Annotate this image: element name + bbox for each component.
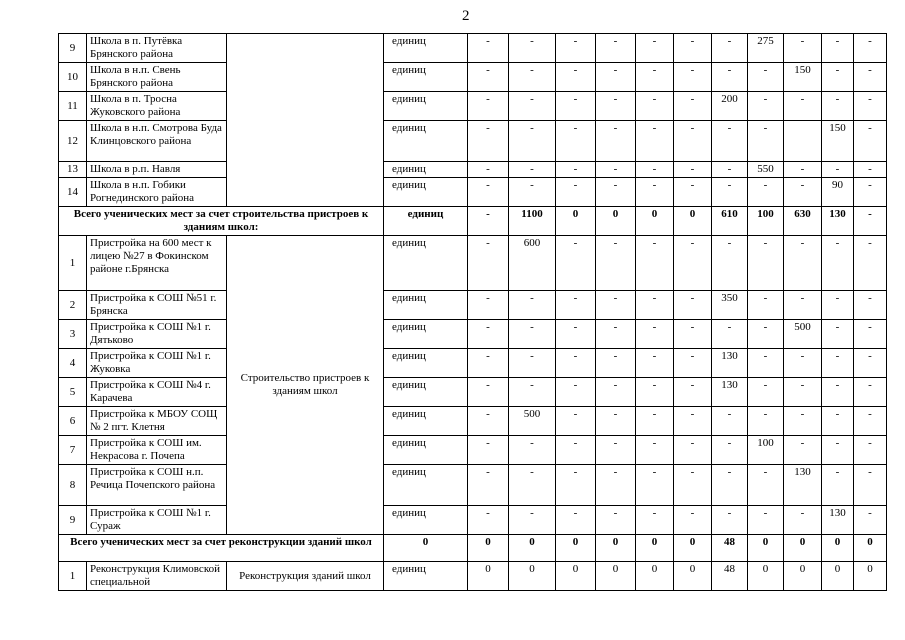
total-unit: 0	[384, 535, 468, 562]
value-cell: -	[636, 465, 674, 506]
value-cell: -	[468, 506, 509, 535]
row-number: 2	[59, 291, 87, 320]
value-cell: -	[674, 92, 712, 121]
value-cell: -	[854, 506, 887, 535]
value-cell: -	[674, 407, 712, 436]
value-cell: -	[784, 162, 822, 178]
value-cell: -	[784, 178, 822, 207]
row-number: 12	[59, 121, 87, 162]
value-cell: -	[509, 465, 556, 506]
value-cell: -	[854, 236, 887, 291]
value-cell: -	[468, 236, 509, 291]
total-value-cell: 0	[636, 207, 674, 236]
value-cell: -	[822, 291, 854, 320]
unit-cell: единиц	[384, 320, 468, 349]
value-cell: -	[854, 349, 887, 378]
row-number: 1	[59, 236, 87, 291]
value-cell: 150	[822, 121, 854, 162]
value-cell: -	[748, 465, 784, 506]
unit-cell: единиц	[384, 506, 468, 535]
total-row	[59, 207, 887, 236]
value-cell: 600	[509, 236, 556, 291]
value-cell: -	[636, 407, 674, 436]
value-cell: -	[636, 349, 674, 378]
value-cell: -	[854, 320, 887, 349]
value-cell: -	[636, 506, 674, 535]
object-name: Школа в н.п. Гобики Рогнединского района	[87, 178, 227, 207]
value-cell: -	[674, 121, 712, 162]
value-cell: -	[712, 63, 748, 92]
total-value-cell: 0	[674, 535, 712, 562]
unit-cell: единиц	[384, 34, 468, 63]
value-cell: -	[712, 320, 748, 349]
value-cell: -	[854, 407, 887, 436]
value-cell: 0	[674, 562, 712, 591]
total-value-cell: 0	[509, 535, 556, 562]
total-value-cell: 0	[636, 535, 674, 562]
value-cell: -	[509, 162, 556, 178]
value-cell: -	[854, 34, 887, 63]
value-cell: -	[596, 465, 636, 506]
object-name: Пристройка к МБОУ СОЩ № 2 пгт. Клетня	[87, 407, 227, 436]
total-value-cell: 0	[596, 207, 636, 236]
row-number: 8	[59, 465, 87, 506]
object-name: Пристройка к СОШ №51 г. Брянска	[87, 291, 227, 320]
value-cell: -	[509, 92, 556, 121]
value-cell: 0	[822, 562, 854, 591]
unit-cell: единиц	[384, 92, 468, 121]
value-cell: -	[748, 121, 784, 162]
value-cell: -	[784, 291, 822, 320]
row-number: 9	[59, 506, 87, 535]
value-cell: -	[596, 506, 636, 535]
value-cell: -	[468, 436, 509, 465]
value-cell: -	[556, 34, 596, 63]
object-name: Школа в п. Путёвка Брянского района	[87, 34, 227, 63]
value-cell: -	[556, 63, 596, 92]
value-cell: -	[854, 121, 887, 162]
value-cell: -	[822, 407, 854, 436]
table-row	[59, 236, 887, 291]
value-cell: -	[468, 378, 509, 407]
value-cell: -	[636, 34, 674, 63]
table-row	[59, 320, 887, 349]
value-cell: -	[636, 92, 674, 121]
value-cell: -	[468, 92, 509, 121]
table-row	[59, 562, 887, 591]
value-cell: -	[509, 349, 556, 378]
value-cell: -	[636, 291, 674, 320]
value-cell: -	[636, 236, 674, 291]
value-cell: 500	[509, 407, 556, 436]
unit-cell: единиц	[384, 562, 468, 591]
unit-cell: единиц	[384, 465, 468, 506]
value-cell: -	[784, 236, 822, 291]
table-row	[59, 291, 887, 320]
total-value-cell: 0	[468, 535, 509, 562]
object-name: Пристройка к СОШ №4 г. Карачева	[87, 378, 227, 407]
object-name: Пристройка на 600 мест к лицею №27 в Фокинском районе г.Брянска	[87, 236, 227, 291]
total-value-cell: 630	[784, 207, 822, 236]
value-cell: -	[822, 162, 854, 178]
value-cell: -	[674, 506, 712, 535]
total-label: Всего ученических мест за счет реконструкции зданий школ	[59, 535, 384, 562]
value-cell: -	[748, 506, 784, 535]
value-cell: -	[748, 63, 784, 92]
row-number: 3	[59, 320, 87, 349]
value-cell: -	[596, 34, 636, 63]
unit-cell: единиц	[384, 436, 468, 465]
value-cell: -	[854, 162, 887, 178]
value-cell: 90	[822, 178, 854, 207]
value-cell: -	[822, 378, 854, 407]
group-label: Строительство пристроев к зданиям школ	[227, 236, 384, 535]
value-cell: -	[509, 63, 556, 92]
value-cell: -	[596, 349, 636, 378]
table-row	[59, 349, 887, 378]
value-cell: -	[674, 378, 712, 407]
value-cell: 0	[748, 562, 784, 591]
value-cell: -	[468, 34, 509, 63]
value-cell: -	[556, 506, 596, 535]
row-number: 11	[59, 92, 87, 121]
total-value-cell: 0	[822, 535, 854, 562]
value-cell: -	[854, 92, 887, 121]
total-value-cell: 0	[784, 535, 822, 562]
unit-cell: единиц	[384, 378, 468, 407]
value-cell: -	[509, 378, 556, 407]
value-cell: -	[784, 34, 822, 63]
value-cell: -	[674, 291, 712, 320]
value-cell: 0	[556, 562, 596, 591]
value-cell: 0	[636, 562, 674, 591]
value-cell: -	[822, 92, 854, 121]
total-value-cell: 0	[596, 535, 636, 562]
object-name: Пристройка к СОШ №1 г. Дятьково	[87, 320, 227, 349]
value-cell: -	[596, 378, 636, 407]
table-row	[59, 34, 887, 63]
value-cell: -	[636, 162, 674, 178]
value-cell: -	[784, 506, 822, 535]
value-cell: -	[636, 436, 674, 465]
value-cell: -	[784, 349, 822, 378]
value-cell: -	[468, 291, 509, 320]
object-name: Школа в р.п. Навля	[87, 162, 227, 178]
data-table	[58, 33, 887, 591]
value-cell: 0	[509, 562, 556, 591]
table-row	[59, 506, 887, 535]
value-cell	[784, 121, 822, 162]
value-cell: -	[556, 320, 596, 349]
value-cell: -	[784, 92, 822, 121]
value-cell: -	[556, 465, 596, 506]
value-cell: -	[556, 291, 596, 320]
value-cell: -	[822, 436, 854, 465]
value-cell: -	[468, 121, 509, 162]
value-cell: -	[712, 465, 748, 506]
page-number: 2	[462, 8, 470, 24]
value-cell: 275	[748, 34, 784, 63]
value-cell: -	[674, 320, 712, 349]
value-cell: -	[674, 236, 712, 291]
total-label: Всего ученических мест за счет строительства пристроев к зданиям школ:	[59, 207, 384, 236]
value-cell: -	[556, 92, 596, 121]
value-cell: -	[854, 63, 887, 92]
value-cell: 0	[784, 562, 822, 591]
value-cell: 130	[784, 465, 822, 506]
total-value-cell: 1100	[509, 207, 556, 236]
value-cell: -	[468, 407, 509, 436]
value-cell: -	[509, 34, 556, 63]
value-cell: -	[509, 121, 556, 162]
value-cell: -	[674, 63, 712, 92]
total-value-cell: 0	[854, 535, 887, 562]
table-row	[59, 378, 887, 407]
value-cell: -	[822, 320, 854, 349]
value-cell: 100	[748, 436, 784, 465]
value-cell: -	[636, 378, 674, 407]
value-cell: -	[784, 378, 822, 407]
value-cell: -	[674, 349, 712, 378]
value-cell: -	[596, 407, 636, 436]
unit-cell: единиц	[384, 121, 468, 162]
value-cell: -	[748, 407, 784, 436]
table-row	[59, 162, 887, 178]
value-cell: -	[556, 121, 596, 162]
value-cell: -	[748, 320, 784, 349]
value-cell: -	[596, 63, 636, 92]
value-cell: 0	[854, 562, 887, 591]
unit-cell: единиц	[384, 162, 468, 178]
value-cell: 550	[748, 162, 784, 178]
value-cell: -	[509, 320, 556, 349]
group-label: Реконструкция зданий школ	[227, 562, 384, 591]
value-cell: -	[748, 291, 784, 320]
total-value-cell: -	[854, 207, 887, 236]
row-number: 6	[59, 407, 87, 436]
table-row	[59, 121, 887, 162]
value-cell: -	[854, 378, 887, 407]
value-cell: -	[468, 178, 509, 207]
value-cell: -	[748, 349, 784, 378]
value-cell: -	[674, 465, 712, 506]
object-name: Пристройка к СОШ №1 г. Жуковка	[87, 349, 227, 378]
total-value-cell: 610	[712, 207, 748, 236]
value-cell: 150	[784, 63, 822, 92]
value-cell: -	[468, 63, 509, 92]
table-row	[59, 92, 887, 121]
value-cell: 130	[712, 378, 748, 407]
object-name: Пристройка к СОШ н.п. Речица Почепского района	[87, 465, 227, 506]
value-cell: -	[822, 236, 854, 291]
value-cell: -	[822, 63, 854, 92]
value-cell: -	[854, 465, 887, 506]
value-cell: -	[712, 236, 748, 291]
value-cell: -	[712, 121, 748, 162]
value-cell: 350	[712, 291, 748, 320]
table-row	[59, 465, 887, 506]
value-cell: 0	[596, 562, 636, 591]
row-number: 10	[59, 63, 87, 92]
value-cell: -	[854, 291, 887, 320]
value-cell: -	[596, 320, 636, 349]
value-cell: -	[468, 465, 509, 506]
value-cell: 0	[468, 562, 509, 591]
value-cell: -	[784, 436, 822, 465]
group-label	[227, 34, 384, 207]
value-cell: -	[596, 162, 636, 178]
value-cell: 130	[712, 349, 748, 378]
table-row	[59, 178, 887, 207]
value-cell: -	[712, 506, 748, 535]
value-cell: -	[748, 378, 784, 407]
row-number: 5	[59, 378, 87, 407]
value-cell: -	[712, 436, 748, 465]
value-cell: -	[556, 407, 596, 436]
unit-cell: единиц	[384, 63, 468, 92]
value-cell: -	[556, 236, 596, 291]
value-cell: 200	[712, 92, 748, 121]
value-cell: -	[596, 178, 636, 207]
total-value-cell: 0	[556, 535, 596, 562]
value-cell: -	[596, 92, 636, 121]
value-cell: -	[748, 178, 784, 207]
value-cell: -	[468, 320, 509, 349]
total-value-cell: -	[468, 207, 509, 236]
value-cell: -	[712, 34, 748, 63]
value-cell: -	[596, 291, 636, 320]
value-cell: -	[674, 178, 712, 207]
value-cell: -	[822, 34, 854, 63]
unit-cell: единиц	[384, 407, 468, 436]
value-cell: -	[674, 436, 712, 465]
unit-cell: единиц	[384, 349, 468, 378]
value-cell: -	[784, 407, 822, 436]
value-cell: -	[556, 178, 596, 207]
value-cell: -	[822, 349, 854, 378]
row-number: 14	[59, 178, 87, 207]
row-number: 7	[59, 436, 87, 465]
total-value-cell: 0	[748, 535, 784, 562]
object-name: Школа в н.п. Свень Брянского района	[87, 63, 227, 92]
value-cell: -	[636, 121, 674, 162]
value-cell: -	[748, 92, 784, 121]
value-cell: -	[674, 34, 712, 63]
row-number: 9	[59, 34, 87, 63]
unit-cell: единиц	[384, 291, 468, 320]
value-cell: -	[596, 436, 636, 465]
table-row	[59, 407, 887, 436]
value-cell: -	[712, 162, 748, 178]
value-cell: -	[854, 436, 887, 465]
value-cell: -	[712, 178, 748, 207]
value-cell: -	[556, 162, 596, 178]
value-cell: -	[854, 178, 887, 207]
table-row	[59, 436, 887, 465]
value-cell: -	[822, 465, 854, 506]
value-cell: -	[596, 236, 636, 291]
value-cell: -	[748, 236, 784, 291]
total-value-cell: 130	[822, 207, 854, 236]
value-cell: -	[509, 291, 556, 320]
object-name: Школа в п. Тросна Жуковского района	[87, 92, 227, 121]
total-value-cell: 0	[674, 207, 712, 236]
value-cell: -	[556, 378, 596, 407]
value-cell: -	[674, 162, 712, 178]
total-value-cell: 100	[748, 207, 784, 236]
value-cell: -	[468, 162, 509, 178]
value-cell: 500	[784, 320, 822, 349]
value-cell: -	[556, 349, 596, 378]
value-cell: -	[712, 407, 748, 436]
total-unit: единиц	[384, 207, 468, 236]
object-name: Пристройка к СОШ №1 г. Сураж	[87, 506, 227, 535]
row-number: 1	[59, 562, 87, 591]
table-row	[59, 63, 887, 92]
total-row	[59, 535, 887, 562]
value-cell: -	[636, 63, 674, 92]
total-value-cell: 0	[556, 207, 596, 236]
total-value-cell: 48	[712, 535, 748, 562]
row-number: 4	[59, 349, 87, 378]
value-cell: -	[509, 436, 556, 465]
row-number: 13	[59, 162, 87, 178]
value-cell: -	[468, 349, 509, 378]
value-cell: -	[509, 178, 556, 207]
value-cell: -	[636, 320, 674, 349]
value-cell: 130	[822, 506, 854, 535]
value-cell: -	[596, 121, 636, 162]
unit-cell: единиц	[384, 236, 468, 291]
value-cell: -	[556, 436, 596, 465]
object-name: Пристройка к СОШ им. Некрасова г. Почепа	[87, 436, 227, 465]
object-name: Школа в н.п. Смотрова Буда Клинцовского района	[87, 121, 227, 162]
unit-cell: единиц	[384, 178, 468, 207]
value-cell: -	[636, 178, 674, 207]
value-cell: -	[509, 506, 556, 535]
object-name: Реконструкция Климовской специальной	[87, 562, 227, 591]
value-cell: 48	[712, 562, 748, 591]
